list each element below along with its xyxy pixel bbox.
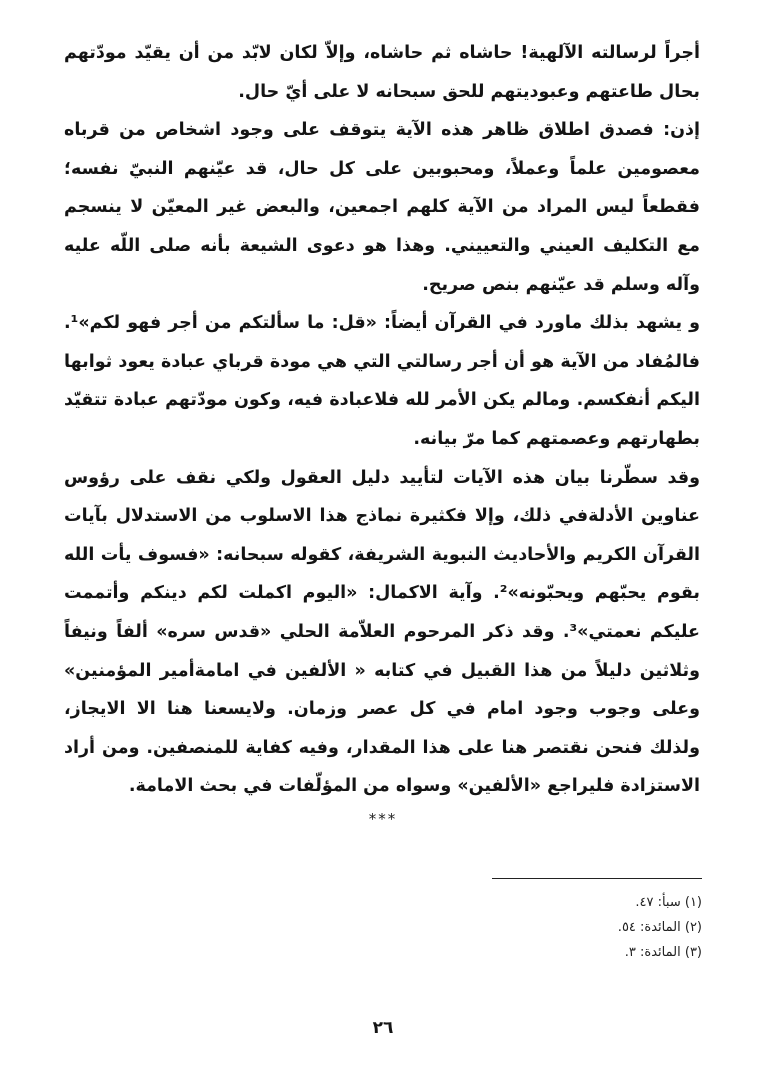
footnote-rule (492, 878, 702, 879)
main-text (64, 34, 700, 806)
paragraph-3: و يشهد بذلك ماورد في القرآن أيضاً: «قل: ما سألتكم من أجر فهو لكم»¹. فالمُفاد من الآية هو أن أجر رسالتي التي هي مودة قرباي عبادة يعود ثوابها اليكم أنفكسم. ومالم يكن الأمر لله فلاعبادة فيه، وكون مودّتهم عبادة تتقيّد بطهارتهم وعصمتهم كما مرّ بيانه. (64, 313, 700, 449)
footnote-2: (٢) المائدة: ٥٤. (617, 920, 702, 935)
footnote-1: (١) سبأ: ٤٧. (635, 895, 702, 910)
paragraph-2: إذن: فصدق اطلاق ظاهر هذه الآية يتوقف على وجود اشخاص من قرباه معصومين علماً وعملاً، ومحبوبين على كل حال، قد عيّنهم النبيّ نفسه؛ فقطعاً ليس المراد من الآية كلهم اجمعين، والبعض غير المعيّن لا ينسجم مع التكليف العيني والتعييني. وهذا هو دعوى الشيعة بأنه صلى اللّه عليه وآله وسلم قد عيّنهم بنص صريح. (64, 120, 700, 295)
paragraph-1: أجراً لرسالته الآلهية! حاشاه ثم حاشاه، وإلاّ لكان لابّد من أن يقيّد مودّتهم بحال طاعتهم وعبوديتهم للحق سبحانه لا على أيّ حال. (64, 43, 700, 102)
footnote-3: (٣) المائدة: ٣. (624, 945, 702, 960)
paragraph-4: وقد سطّرنا بيان هذه الآيات لتأييد دليل العقول ولكي نقف على رؤوس عناوين الأدلةفي ذلك، وإلا فكثيرة نماذج هذا الاسلوب من الاستدلال بآيات القرآن الكريم والأحاديث النبوية الشريفة، كقوله سبحانه: «فسوف يأت الله بقوم يحبّهم ويحبّونه»². وآية الاكمال: «اليوم اكملت لكم دينكم وأتممت عليكم نعمتي»³. وقد ذكر المرحوم العلاّمة الحلي «قدس سره» ألفاً ونيفاً وثلاثين دليلاً من هذا القبيل في كتابه « الألفين في امامةأمير المؤمنين» وعلى وجوب وجود امام في كل عصر وزمان. ولايسعنا هنا الا الايجاز، ولذلك فنحن نقتصر هنا على هذا المقدار، وفيه كفاية للمنصفين. ومن أراد الاستزادة فليراجع «الألفين» وسواه من المؤلّفات في بحث الامامة. (64, 467, 700, 797)
section-separator: *** (368, 810, 398, 828)
footnotes (402, 890, 702, 965)
page-number: ٢٦ (372, 1018, 394, 1038)
